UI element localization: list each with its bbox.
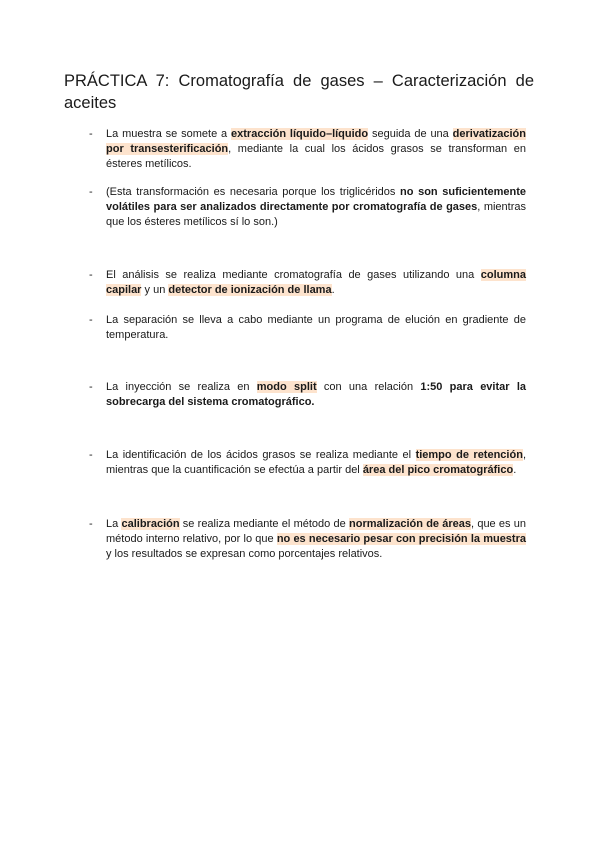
bullet-dash: - [89, 518, 93, 530]
text-segment: El análisis se realiza mediante cromatografía de gases utilizando una [106, 269, 481, 281]
list-item-text [106, 448, 526, 478]
text-segment: La [106, 518, 122, 530]
text-segment: (Esta transformación es necesaria porque los triglicéridos [106, 186, 401, 198]
bullet-dash: - [89, 314, 93, 326]
text-segment: se realiza mediante el método de [179, 518, 349, 530]
text-segment: seguida de una [368, 128, 453, 140]
bold-text: no son suficientemente volátiles para ser analizados directamente por cromatografía de gases [106, 186, 526, 213]
highlighted-text: extracción líquido–líquido [231, 128, 369, 140]
bullet-dash: - [89, 269, 93, 281]
text-segment: . [331, 284, 335, 296]
text-segment: La separación se lleva a cabo mediante un programa de elución en gradiente de temperatura. [106, 314, 526, 341]
highlighted-text: modo split [256, 381, 317, 393]
list-item-text [106, 185, 526, 230]
list-item-text [106, 127, 526, 172]
list-item-text [106, 517, 526, 562]
highlighted-text: columna capilar [106, 269, 526, 296]
text-segment: , mientras que los ésteres metílicos sí lo son.) [106, 201, 526, 228]
highlighted-text: derivatización por transesterificación [106, 128, 526, 155]
bullet-dash: - [89, 128, 93, 140]
text-segment: . [513, 464, 517, 476]
highlighted-text: área del pico cromatográfico [362, 464, 514, 476]
list-item-text [106, 380, 526, 410]
text-segment: La muestra se somete a [106, 128, 232, 140]
text-segment: , que es un método interno relativo, por lo que [106, 518, 527, 545]
bold-text: 1:50 para evitar la sobrecarga del sistema cromatográfico. [106, 381, 527, 408]
text-segment: , mediante la cual los ácidos grasos se transforman en ésteres metílicos. [106, 143, 526, 170]
highlighted-text: no es necesario pesar con precisión la muestra [276, 533, 526, 545]
highlighted-text: detector de ionización de llama [168, 284, 332, 296]
text-segment: , mientras que la cuantificación se efectúa a partir del [106, 449, 526, 476]
list-item-text [106, 268, 526, 298]
text-segment: y un [141, 284, 169, 296]
bullet-dash: - [89, 381, 93, 393]
bullet-dash: - [89, 186, 93, 198]
page-title: PRÁCTICA 7: Cromatografía de gases – Caracterización de aceites [64, 72, 534, 112]
highlighted-text: tiempo de retención [415, 449, 523, 461]
list-item-text [106, 313, 526, 343]
text-segment: y los resultados se expresan como porcentajes relativos. [106, 548, 383, 560]
text-segment: con una relación [316, 381, 421, 393]
highlighted-text: calibración [121, 518, 180, 530]
text-segment: La inyección se realiza en [106, 381, 257, 393]
highlighted-text: normalización de áreas [349, 518, 472, 530]
text-segment: La identificación de los ácidos grasos se realiza mediante el [106, 449, 416, 461]
bullet-dash: - [89, 449, 93, 461]
